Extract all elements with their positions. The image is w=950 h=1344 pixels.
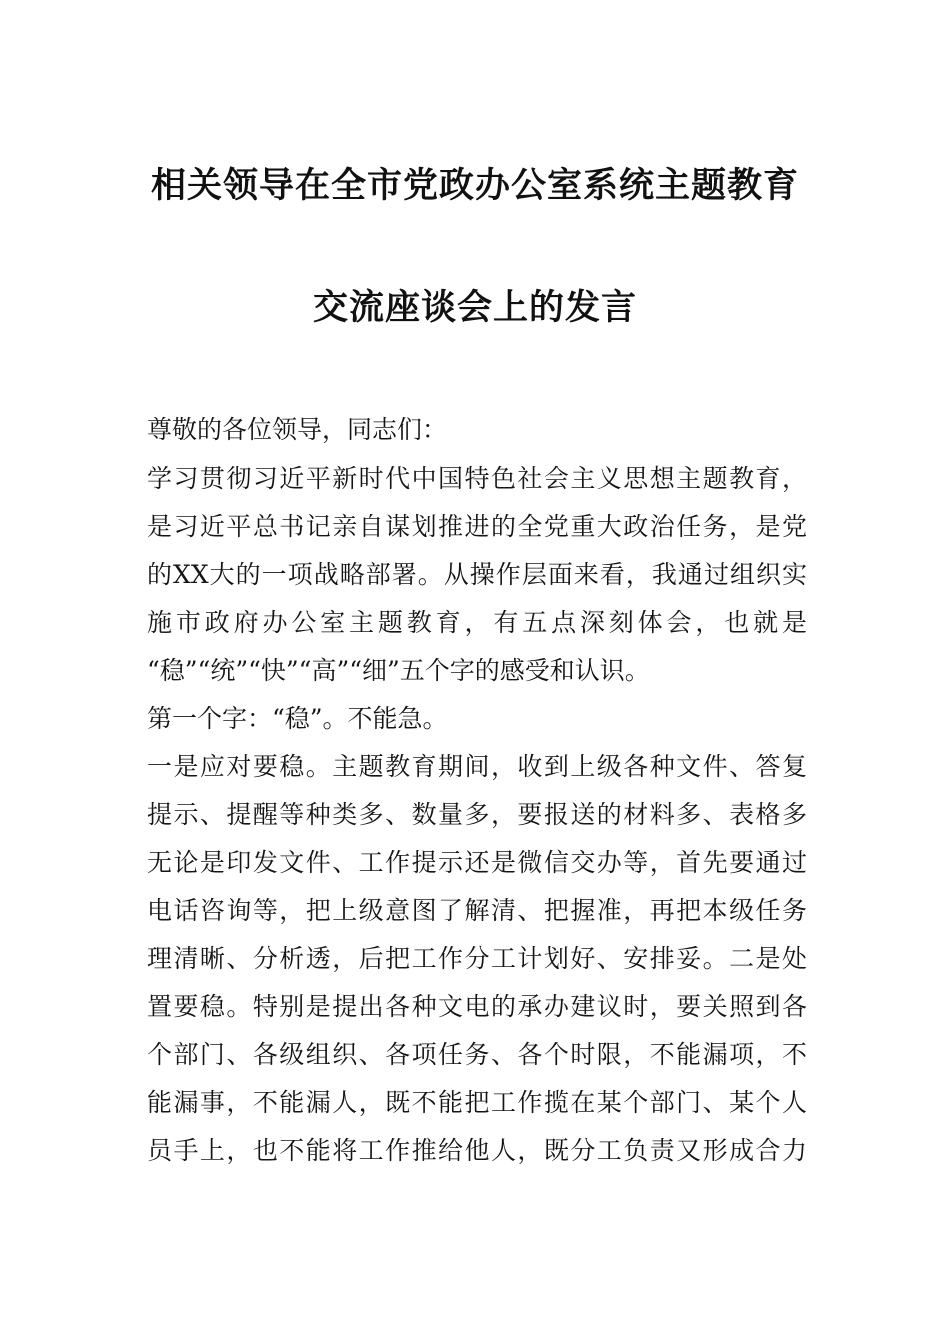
body-line: 理清晰、分析透，后把工作分工计划好、安排妥。二是处 <box>147 944 807 973</box>
body-line: 能漏事，不能漏人，既不能把工作揽在某个部门、某个人 <box>147 1088 807 1117</box>
body-line: 电话咨询等，把上级意图了解清、把握准，再把本级任务 <box>147 896 807 925</box>
body-line: 员手上，也不能将工作推给他人，既分工负责又形成合力 <box>147 1136 807 1165</box>
body-line: 学习贯彻习近平新时代中国特色社会主义思想主题教育， <box>147 464 807 493</box>
body-line: 置要稳。特别是提出各种文电的承办建议时，要关照到各 <box>147 992 807 1021</box>
body-line: 是习近平总书记亲自谋划推进的全党重大政治任务，是党 <box>147 512 807 541</box>
body-line: 提示、提醒等种类多、数量多，要报送的材料多、表格多 <box>147 800 807 829</box>
body-line: 个部门、各级组织、各项任务、各个时限，不能漏项，不 <box>147 1040 807 1069</box>
body-line: 施市政府办公室主题教育，有五点深刻体会，也就是 <box>147 608 807 637</box>
body-line: 无论是印发文件、工作提示还是微信交办等，首先要通过 <box>147 848 807 877</box>
body-paragraphs <box>147 455 807 1175</box>
body-line: 第一个字：“稳”。不能急。 <box>147 704 448 733</box>
salutation: 尊敬的各位领导，同志们： <box>147 415 448 444</box>
document-title-line-1: 相关领导在全市党政办公室系统主题教育 <box>150 166 799 206</box>
document-title-line-2: 交流座谈会上的发言 <box>312 288 637 328</box>
body-line: 一是应对要稳。主题教育期间，收到上级各种文件、答复 <box>147 752 807 781</box>
body-line: “稳”“统”“快”“高”“细”五个字的感受和认识。 <box>147 656 650 685</box>
body-line: 的XX大的一项战略部署。从操作层面来看，我通过组织实 <box>147 560 807 589</box>
